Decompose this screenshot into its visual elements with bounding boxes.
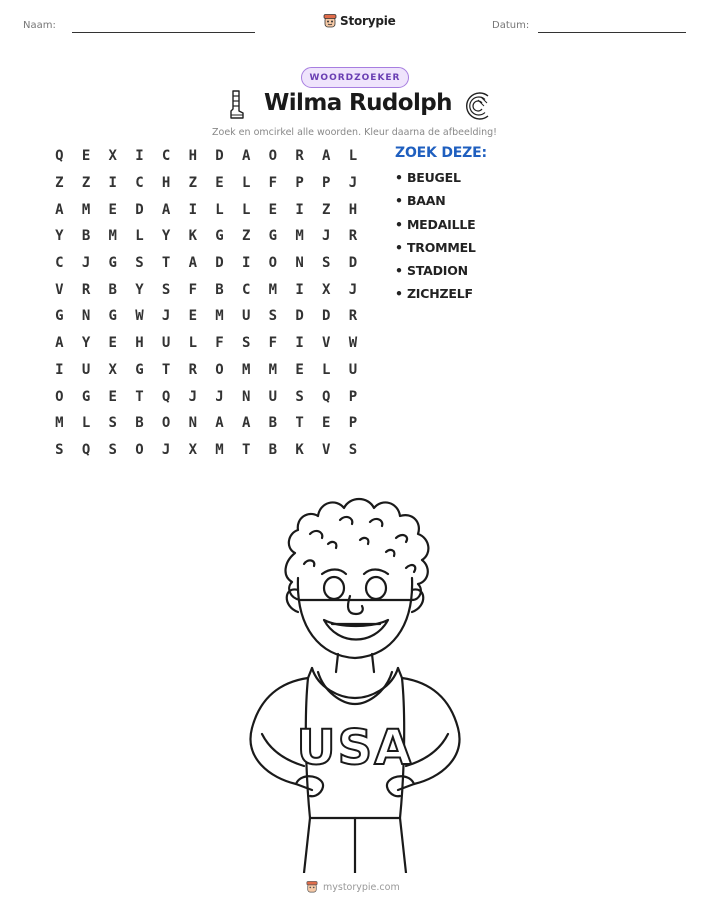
grid-letter[interactable]: G xyxy=(55,308,64,325)
grid-letter[interactable]: G xyxy=(215,228,224,245)
grid-letter[interactable]: H xyxy=(135,335,144,352)
grid-letter[interactable]: U xyxy=(348,361,358,378)
grid-letter[interactable]: K xyxy=(188,228,197,245)
grid-letter[interactable]: H xyxy=(161,175,171,192)
grid-letter[interactable]: M xyxy=(81,201,91,218)
grid-letter[interactable]: P xyxy=(348,388,358,405)
grid-letter[interactable]: I xyxy=(241,255,251,272)
hair-outline xyxy=(286,499,429,600)
grid-letter[interactable]: G xyxy=(108,255,117,272)
grid-letter[interactable]: H xyxy=(348,201,358,218)
grid-letter[interactable]: W xyxy=(135,308,144,325)
grid-letter[interactable]: M xyxy=(241,361,251,378)
grid-letter[interactable]: R xyxy=(348,308,358,325)
grid-letter[interactable]: O xyxy=(268,255,278,272)
grid-letter[interactable]: P xyxy=(348,415,358,432)
grid-letter[interactable]: E xyxy=(81,148,91,165)
word-list-item: • STADION xyxy=(395,263,468,279)
category-badge: WOORDZOEKER xyxy=(301,67,409,88)
grid-letter[interactable]: Y xyxy=(161,228,171,245)
grid-letter[interactable]: S xyxy=(241,335,251,352)
grid-letter[interactable]: F xyxy=(268,175,278,192)
grid-letter[interactable]: M xyxy=(215,308,224,325)
grid-letter[interactable]: J xyxy=(81,255,91,272)
date-line[interactable] xyxy=(538,32,686,33)
shirt-text: USA xyxy=(296,720,414,776)
footer-url[interactable]: mystorypie.com xyxy=(323,881,400,893)
name-line[interactable] xyxy=(72,32,255,33)
grid-letter[interactable]: Z xyxy=(241,228,251,245)
grid-letter[interactable]: F xyxy=(215,335,224,352)
grid-letter[interactable]: M xyxy=(268,361,278,378)
grid-letter[interactable]: S xyxy=(108,415,117,432)
word-list-item: • BEUGEL xyxy=(395,170,461,185)
grid-letter[interactable]: U xyxy=(81,361,91,378)
grid-letter[interactable]: J xyxy=(322,228,331,245)
grid-letter[interactable]: I xyxy=(108,175,117,192)
grid-letter[interactable]: E xyxy=(108,335,117,352)
grid-letter[interactable]: F xyxy=(268,335,278,352)
grid-letter[interactable]: A xyxy=(215,415,224,432)
grid-letter[interactable]: P xyxy=(295,175,304,192)
grid-letter[interactable]: F xyxy=(188,281,197,298)
grid-letter[interactable]: T xyxy=(135,388,144,405)
grid-letter[interactable]: L xyxy=(348,148,358,165)
grid-letter[interactable]: J xyxy=(215,388,224,405)
grid-letter[interactable]: C xyxy=(55,255,64,272)
grid-letter[interactable]: V xyxy=(55,281,64,298)
grid-letter[interactable]: J xyxy=(161,308,171,325)
word-list-item: • TROMMEL xyxy=(395,239,476,255)
grid-letter[interactable]: U xyxy=(241,308,251,325)
footer xyxy=(306,880,400,894)
grid-letter[interactable]: J xyxy=(161,441,171,458)
grid-letter[interactable]: A xyxy=(241,148,251,165)
grid-letter[interactable]: B xyxy=(268,441,278,458)
grid-letter[interactable]: N xyxy=(295,255,304,272)
grid-letter[interactable]: Z xyxy=(322,201,331,218)
grid-letter[interactable]: X xyxy=(188,441,197,458)
grid-letter[interactable]: G xyxy=(135,361,144,378)
grid-letter[interactable]: N xyxy=(188,415,197,432)
grid-letter[interactable]: P xyxy=(322,175,331,192)
grid-letter[interactable]: S xyxy=(55,441,64,458)
grid-letter[interactable]: Y xyxy=(81,335,91,352)
grid-letter[interactable]: G xyxy=(108,308,117,325)
grid-letter[interactable]: I xyxy=(295,201,304,218)
grid-letter[interactable]: E xyxy=(108,201,117,218)
grid-letter[interactable]: B xyxy=(135,415,144,432)
grid-letter[interactable]: K xyxy=(295,441,304,458)
grid-letter[interactable]: J xyxy=(348,281,358,298)
page-title: Wilma Rudolph xyxy=(264,90,452,116)
word-list-item: • BAAN xyxy=(395,193,446,209)
grid-letter[interactable]: O xyxy=(161,415,171,432)
grid-letter[interactable]: L xyxy=(241,201,251,218)
grid-letter[interactable]: N xyxy=(241,388,251,405)
grid-letter[interactable]: E xyxy=(295,361,304,378)
word-list-heading: ZOEK DEZE: xyxy=(395,145,487,161)
grid-letter[interactable]: S xyxy=(268,308,278,325)
name-label: Naam: xyxy=(23,20,56,31)
grid-letter[interactable]: O xyxy=(268,148,278,165)
grid-letter[interactable]: O xyxy=(215,361,224,378)
grid-letter[interactable]: D xyxy=(135,201,144,218)
grid-letter[interactable]: Q xyxy=(55,148,64,165)
grid-letter[interactable]: C xyxy=(241,281,251,298)
grid-letter[interactable]: R xyxy=(188,361,197,378)
grid-letter[interactable]: S xyxy=(295,388,304,405)
grid-letter[interactable]: A xyxy=(55,335,64,352)
brand-logo xyxy=(323,13,396,29)
grid-letter[interactable]: T xyxy=(295,415,304,432)
grid-letter[interactable]: C xyxy=(161,148,171,165)
grid-letter[interactable]: A xyxy=(188,255,197,272)
grid-letter[interactable]: J xyxy=(188,388,197,405)
grid-letter[interactable]: Q xyxy=(81,441,91,458)
grid-letter[interactable]: E xyxy=(322,415,331,432)
grid-letter[interactable]: R xyxy=(348,228,358,245)
grid-letter[interactable]: X xyxy=(108,148,117,165)
grid-letter[interactable]: Q xyxy=(322,388,331,405)
grid-letter[interactable]: S xyxy=(161,281,171,298)
grid-letter[interactable]: A xyxy=(55,201,64,218)
grid-letter[interactable]: T xyxy=(241,441,251,458)
grid-letter[interactable]: E xyxy=(215,175,224,192)
grid-letter[interactable]: R xyxy=(81,281,91,298)
grid-letter[interactable]: V xyxy=(322,441,331,458)
grid-letter[interactable]: B xyxy=(108,281,117,298)
grid-letter[interactable]: G xyxy=(268,228,278,245)
grid-letter[interactable]: L xyxy=(215,201,224,218)
grid-letter[interactable]: D xyxy=(215,255,224,272)
grid-letter[interactable]: Z xyxy=(188,175,197,192)
grid-letter[interactable]: D xyxy=(322,308,331,325)
word-list-item: • MEDAILLE xyxy=(395,216,476,232)
grid-letter[interactable]: J xyxy=(348,175,358,192)
grid-letter[interactable]: S xyxy=(348,441,358,458)
date-label: Datum: xyxy=(492,20,530,31)
grid-letter[interactable]: W xyxy=(348,335,358,352)
grid-letter[interactable]: M xyxy=(295,228,304,245)
grid-letter[interactable]: C xyxy=(135,175,144,192)
grid-letter[interactable]: S xyxy=(108,441,117,458)
grid-letter[interactable]: D xyxy=(295,308,304,325)
grid-letter[interactable]: L xyxy=(81,415,91,432)
grid-letter[interactable]: E xyxy=(188,308,197,325)
grid-letter[interactable]: E xyxy=(268,201,278,218)
grid-letter[interactable]: I xyxy=(135,148,144,165)
grid-letter[interactable]: L xyxy=(188,335,197,352)
grid-letter[interactable]: S xyxy=(322,255,331,272)
grid-letter[interactable]: I xyxy=(55,361,64,378)
grid-letter[interactable]: Q xyxy=(161,388,171,405)
grid-letter[interactable]: A xyxy=(322,148,331,165)
grid-letter[interactable]: M xyxy=(55,415,64,432)
grid-letter[interactable]: M xyxy=(108,228,117,245)
grid-letter[interactable]: I xyxy=(295,335,304,352)
storypie-mascot-icon xyxy=(306,880,318,894)
grid-letter[interactable]: G xyxy=(81,388,91,405)
grid-letter[interactable]: D xyxy=(348,255,358,272)
grid-letter[interactable]: S xyxy=(135,255,144,272)
grid-letter[interactable]: E xyxy=(108,388,117,405)
grid-letter[interactable]: Y xyxy=(55,228,64,245)
grid-letter[interactable]: H xyxy=(188,148,197,165)
grid-letter[interactable]: A xyxy=(241,415,251,432)
grid-letter[interactable]: L xyxy=(322,361,331,378)
grid-letter[interactable]: U xyxy=(161,335,171,352)
grid-letter[interactable]: D xyxy=(215,148,224,165)
grid-letter[interactable]: T xyxy=(161,361,171,378)
leg-brace-icon xyxy=(226,89,246,121)
wilma-rudolph-illustration[interactable] xyxy=(200,478,510,873)
storypie-mascot-icon xyxy=(323,13,337,29)
brand-name: Storypie xyxy=(340,14,396,28)
grid-letter[interactable]: X xyxy=(322,281,331,298)
grid-letter[interactable]: I xyxy=(295,281,304,298)
face-outline xyxy=(298,578,412,658)
grid-letter[interactable]: V xyxy=(322,335,331,352)
grid-letter[interactable]: X xyxy=(108,361,117,378)
word-search-grid[interactable] xyxy=(46,143,366,463)
grid-letter[interactable]: Z xyxy=(55,175,64,192)
grid-letter[interactable]: O xyxy=(135,441,144,458)
grid-letter[interactable]: M xyxy=(215,441,224,458)
grid-letter[interactable]: T xyxy=(161,255,171,272)
grid-letter[interactable]: I xyxy=(188,201,197,218)
grid-letter[interactable]: N xyxy=(81,308,91,325)
grid-letter[interactable]: U xyxy=(268,388,278,405)
grid-letter[interactable]: R xyxy=(295,148,304,165)
grid-letter[interactable]: B xyxy=(81,228,91,245)
running-track-icon xyxy=(461,91,491,121)
grid-letter[interactable]: L xyxy=(135,228,144,245)
grid-letter[interactable]: L xyxy=(241,175,251,192)
tank-top-outline xyxy=(312,668,398,698)
instructions: Zoek en omcirkel alle woorden. Kleur daarna de afbeelding! xyxy=(212,127,497,138)
word-list xyxy=(395,170,476,310)
grid-letter[interactable]: Y xyxy=(135,281,144,298)
grid-letter[interactable]: B xyxy=(215,281,224,298)
grid-letter[interactable]: M xyxy=(268,281,278,298)
grid-letter[interactable]: O xyxy=(55,388,64,405)
grid-letter[interactable]: B xyxy=(268,415,278,432)
word-list-item: • ZICHZELF xyxy=(395,286,473,302)
grid-letter[interactable]: A xyxy=(161,201,171,218)
grid-letter[interactable]: Z xyxy=(81,175,91,192)
